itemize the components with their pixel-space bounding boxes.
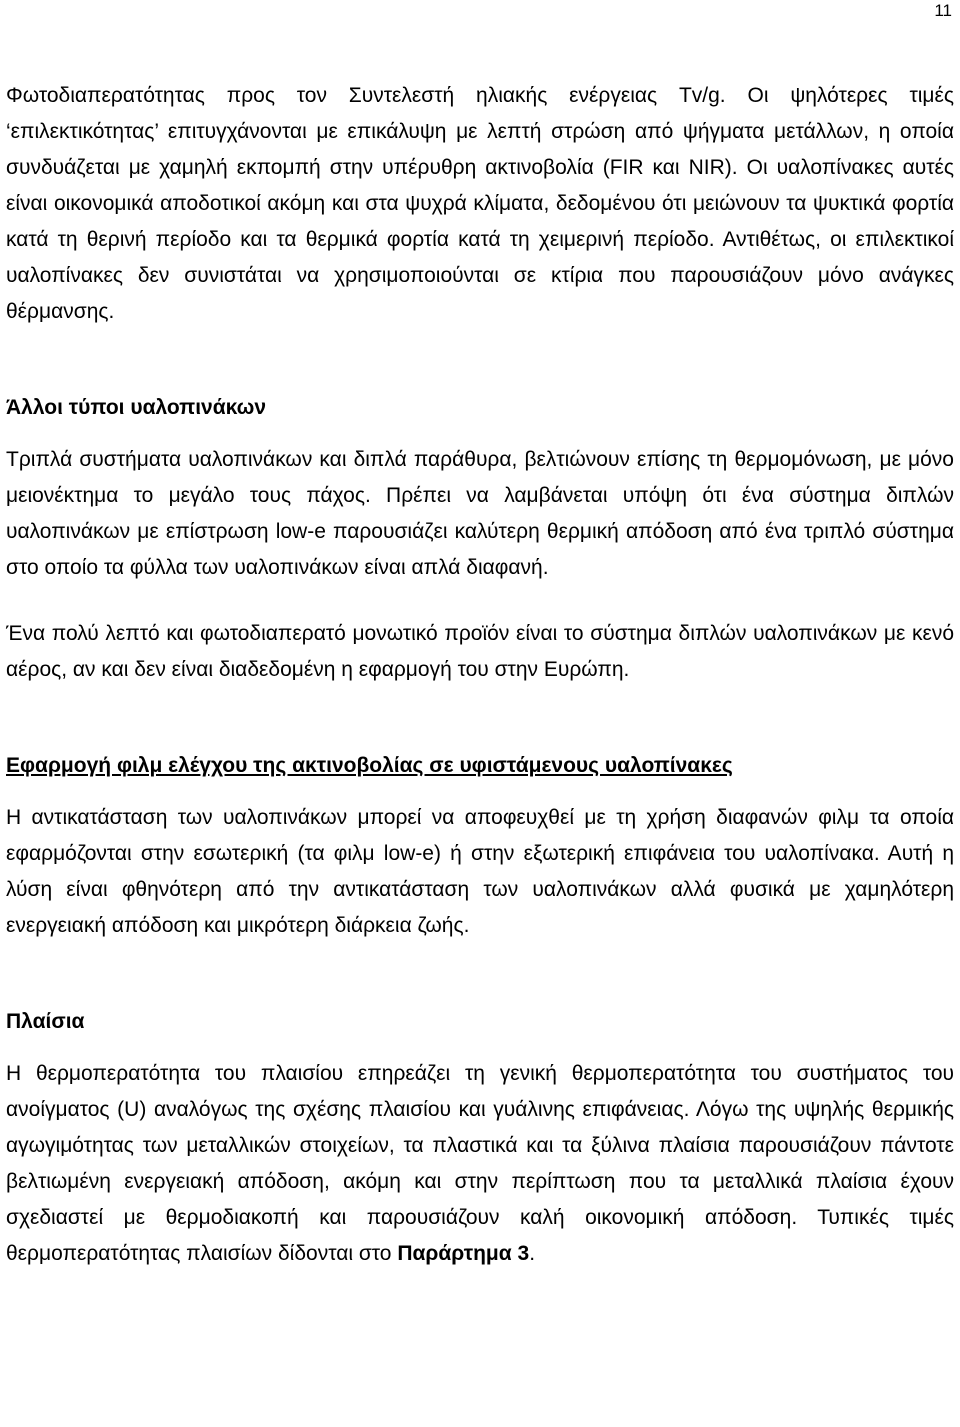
heading-film: Εφαρμογή φιλμ ελέγχου της ακτινοβολίας σε υφιστάμενους υαλοπίνακες xyxy=(6,754,733,777)
document-body xyxy=(6,78,954,1272)
film-paragraph: Η αντικατάσταση των υαλοπινάκων μπορεί να αποφευχθεί με τη χρήση διαφανών φιλμ τα οποία εφαρμόζονται στην εσωτερική (τα φιλμ low-e) ή στην εξωτερική επιφάνεια του υαλοπίνακα. Αυτή η λύση είναι φθηνότερη από την αντικατάσταση των υαλοπινάκων αλλά φυσικά με χαμηλότερη ενεργειακή απόδοση και μικρότερη διάρκεια ζωής. xyxy=(6,806,954,937)
frames-paragraph-end: . xyxy=(529,1242,536,1265)
intro-paragraph: Φωτοδιαπερατότητας προς τον Συντελεστή ηλιακής ενέργειας Tv/g. Οι ψηλότερες τιμές ‘επιλεκτικότητας’ επιτυγχάνονται με επικάλυψη με λεπτή στρώση από ψήγματα μετάλλων, η οποία συνδυάζεται με χαμηλή εκπομπή στην υπέρυθρη ακτινοβολία (FIR και NIR). Οι υαλοπίνακες αυτές είναι οικονομικά αποδοτικοί ακόμη και στα ψυχρά κλίματα, δεδομένου ότι μειώνουν τα ψυκτικά φορτία κατά τη θερινή περίοδο και τα θερμικά φορτία κατά τη χειμερινή περίοδο. Αντιθέτως, οι επιλεκτικοί υαλοπίνακες δεν συνιστάται να χρησιμοποιούνται σε κτίρια που παρουσιάζουν μόνο ανάγκες θέρμανσης. xyxy=(6,84,954,323)
other-glazing-paragraph-1: Τριπλά συστήματα υαλοπινάκων και διπλά παράθυρα, βελτιώνουν επίσης τη θερμομόνωση, με μόνο μειονέκτημα το μεγάλο τους πάχος. Πρέπει να λαμβάνεται υπόψη ότι ένα σύστημα διπλών υαλοπινάκων με επίστρωση low-e παρουσιάζει καλύτερη θερμική απόδοση από ένα τριπλό σύστημα στο οποίο τα φύλλα των υαλοπινάκων είναι απλά διαφανή. xyxy=(6,448,954,579)
frames-paragraph xyxy=(6,1056,954,1272)
page-number: 11 xyxy=(934,1,952,20)
heading-other-glazing: Άλλοι τύποι υαλοπινάκων xyxy=(6,396,267,419)
appendix-reference: Παράρτημα 3 xyxy=(397,1242,530,1265)
heading-frames: Πλαίσια xyxy=(6,1010,85,1033)
frames-paragraph-text: Η θερμοπερατότητα του πλαισίου επηρεάζει τη γενική θερμοπερατότητα του συστήματος του ανοίγματος (U) αναλόγως της σχέσης πλαισίου και γυάλινης επιφάνειας. Λόγω της υψηλής θερμικής αγωγιμότητας των μεταλλικών στοιχείων, τα πλαστικά και τα ξύλινα πλαίσια παρουσιάζουν πάντοτε βελτιωμένη ενεργειακή απόδοση, ακόμη και στην περίπτωση που τα μεταλλικά πλαίσια έχουν σχεδιαστεί με θερμοδιακοπή και παρουσιάζουν καλή οικονομική απόδοση. Τυπικές τιμές θερμοπερατότητας πλαισίων δίδονται στο xyxy=(6,1062,954,1265)
other-glazing-paragraph-2: Ένα πολύ λεπτό και φωτοδιαπερατό μονωτικό προϊόν είναι το σύστημα διπλών υαλοπινάκων με κενό αέρος, αν και δεν είναι διαδεδομένη η εφαρμογή του στην Ευρώπη. xyxy=(6,622,954,681)
